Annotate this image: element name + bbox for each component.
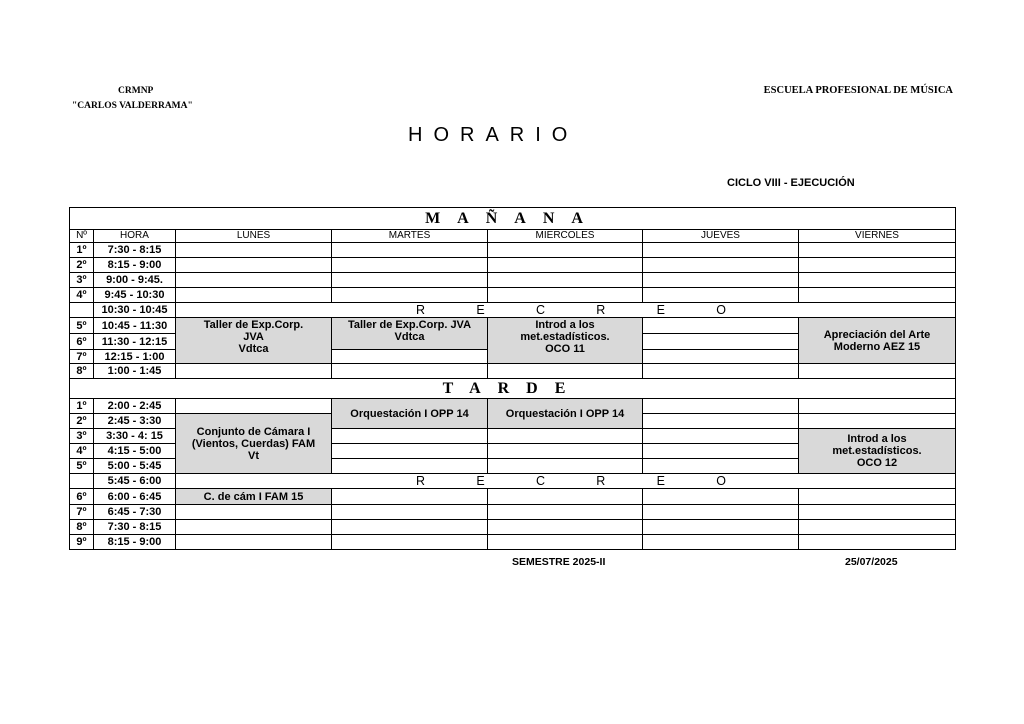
cell-wed (488, 273, 643, 288)
slot-time: 2:00 - 2:45 (94, 399, 176, 414)
cell-mon (176, 505, 332, 520)
cell-tue (332, 243, 488, 258)
slot-number: 3º (70, 273, 94, 288)
recess-row (176, 303, 956, 318)
recess-letter: R (596, 474, 606, 488)
slot-number: 7º (70, 505, 94, 520)
slot-time: 2:45 - 3:30 (94, 414, 176, 429)
cell-thu (643, 459, 799, 474)
cell-fri (799, 258, 956, 273)
cell-thu (643, 288, 799, 303)
course-fri-afternoon: Introd a los met.estadísticos. OCO 12 (799, 429, 956, 474)
cell-tue (332, 444, 488, 459)
col-header: VIERNES (799, 230, 956, 243)
cell-mon (176, 520, 332, 535)
cell-wed (488, 288, 643, 303)
slot-time: 8:15 - 9:00 (94, 535, 176, 550)
cell-wed (488, 489, 643, 505)
cell-thu (643, 505, 799, 520)
recess-letter: O (716, 474, 726, 488)
table-row (70, 535, 956, 550)
table-row (70, 364, 956, 379)
recess-letter: O (716, 303, 726, 317)
table-row (70, 208, 956, 230)
cell-thu (643, 273, 799, 288)
cell-mon (176, 273, 332, 288)
cell-tue (332, 535, 488, 550)
slot-time: 10:45 - 11:30 (94, 318, 176, 334)
slot-time: 4:15 - 5:00 (94, 444, 176, 459)
cell-fri (799, 364, 956, 379)
cell-tue (332, 258, 488, 273)
slot-number (70, 303, 94, 318)
cell-fri (799, 414, 956, 429)
col-header: JUEVES (643, 230, 799, 243)
school-name: ESCUELA PROFESIONAL DE MÚSICA (763, 85, 953, 96)
cell-wed (488, 520, 643, 535)
recess-row (176, 474, 956, 489)
cell-mon (176, 364, 332, 379)
cell-fri (799, 505, 956, 520)
slot-number: 6º (70, 489, 94, 505)
slot-number: 6º (70, 334, 94, 350)
slot-time: 7:30 - 8:15 (94, 520, 176, 535)
table-row (70, 520, 956, 535)
slot-time: 10:30 - 10:45 (94, 303, 176, 318)
cell-tue (332, 459, 488, 474)
cell-tue (332, 505, 488, 520)
recess-letter: R (416, 474, 426, 488)
institution-subtitle: "CARLOS VALDERRAMA" (72, 101, 193, 111)
cell-thu (643, 444, 799, 459)
slot-time: 11:30 - 12:15 (94, 334, 176, 350)
cell-fri (799, 288, 956, 303)
table-row (70, 288, 956, 303)
slot-number: 4º (70, 444, 94, 459)
recess-letter: E (476, 303, 485, 317)
recess-letter: E (656, 303, 665, 317)
cell-mon (176, 258, 332, 273)
cell-tue (332, 273, 488, 288)
slot-time: 3:30 - 4: 15 (94, 429, 176, 444)
cell-thu (643, 364, 799, 379)
cell-wed (488, 258, 643, 273)
course-mon-afternoon: Conjunto de Cámara I (Vientos, Cuerdas) FAM Vt (176, 414, 332, 474)
cell-thu (643, 429, 799, 444)
recess-letter: E (656, 474, 665, 488)
table-row (70, 318, 956, 334)
col-header: LUNES (176, 230, 332, 243)
date-label: 25/07/2025 (845, 556, 898, 568)
col-header: MIERCOLES (488, 230, 643, 243)
slot-time: 1:00 - 1:45 (94, 364, 176, 379)
slot-number: 4º (70, 288, 94, 303)
course-wed-afternoon: Orquestación I OPP 14 (488, 399, 643, 429)
recess-letter: C (535, 474, 545, 488)
cell-thu (643, 535, 799, 550)
slot-number: 7º (70, 350, 94, 364)
cell-mon (176, 243, 332, 258)
slot-time: 7:30 - 8:15 (94, 243, 176, 258)
slot-time: 5:45 - 6:00 (94, 474, 176, 489)
slot-number (70, 474, 94, 489)
course-mon-morning: Taller de Exp.Corp. JVA Vdtca (176, 318, 332, 364)
slot-number: 8º (70, 364, 94, 379)
col-header: Nº (70, 230, 94, 243)
cell-tue (332, 288, 488, 303)
slot-time: 5:00 - 5:45 (94, 459, 176, 474)
cell-thu (643, 399, 799, 414)
slot-time: 6:45 - 7:30 (94, 505, 176, 520)
table-row (70, 243, 956, 258)
cell-wed (488, 505, 643, 520)
cell-fri (799, 489, 956, 505)
recess-label (416, 304, 726, 316)
slot-number: 1º (70, 399, 94, 414)
table-row (70, 505, 956, 520)
cell-wed (488, 459, 643, 474)
cell-wed (488, 243, 643, 258)
cell-wed (488, 444, 643, 459)
table-row (70, 258, 956, 273)
slot-time: 9:00 - 9:45. (94, 273, 176, 288)
cell-thu (643, 243, 799, 258)
cell-thu (643, 258, 799, 273)
table-row (70, 379, 956, 399)
cell-thu (643, 414, 799, 429)
cell-fri (799, 399, 956, 414)
table-row (70, 303, 956, 318)
cell-mon (176, 288, 332, 303)
table-row (70, 399, 956, 414)
cell-wed (488, 364, 643, 379)
slot-number: 3º (70, 429, 94, 444)
cell-tue (332, 429, 488, 444)
slot-number: 9º (70, 535, 94, 550)
cycle-label: CICLO VIII - EJECUCIÓN (727, 177, 855, 189)
col-header: HORA (94, 230, 176, 243)
table-row (70, 273, 956, 288)
course-mon-evening: C. de cám I FAM 15 (176, 489, 332, 505)
table-row (70, 489, 956, 505)
course-wed-morning: Introd a los met.estadísticos. OCO 11 (488, 318, 643, 364)
slot-number: 2º (70, 258, 94, 273)
slot-number: 8º (70, 520, 94, 535)
schedule-table (69, 207, 956, 550)
cell-tue (332, 520, 488, 535)
cell-thu (643, 489, 799, 505)
recess-letter: C (535, 303, 545, 317)
course-fri-morning: Apreciación del Arte Moderno AEZ 15 (799, 318, 956, 364)
cell-tue (332, 364, 488, 379)
cell-thu (643, 350, 799, 364)
cell-tue (332, 350, 488, 364)
slot-time: 12:15 - 1:00 (94, 350, 176, 364)
col-header: MARTES (332, 230, 488, 243)
table-row (70, 474, 956, 489)
section-morning: MAÑANA (70, 208, 956, 230)
section-afternoon: TARDE (70, 379, 956, 399)
cell-fri (799, 243, 956, 258)
cell-fri (799, 273, 956, 288)
cell-wed (488, 429, 643, 444)
recess-label (416, 475, 726, 487)
table-row (70, 230, 956, 243)
slot-number: 5º (70, 318, 94, 334)
recess-letter: R (596, 303, 606, 317)
cell-thu (643, 334, 799, 350)
cell-thu (643, 520, 799, 535)
cell-fri (799, 520, 956, 535)
recess-letter: R (416, 303, 426, 317)
cell-mon (176, 399, 332, 414)
page-title: HORARIO (408, 124, 579, 146)
cell-fri (799, 535, 956, 550)
slot-number: 5º (70, 459, 94, 474)
course-tue-morning: Taller de Exp.Corp. JVA Vdtca (332, 318, 488, 350)
slot-number: 1º (70, 243, 94, 258)
institution-name: CRMNP (118, 86, 154, 96)
cell-wed (488, 535, 643, 550)
slot-number: 2º (70, 414, 94, 429)
slot-time: 9:45 - 10:30 (94, 288, 176, 303)
course-tue-afternoon: Orquestación I OPP 14 (332, 399, 488, 429)
cell-mon (176, 535, 332, 550)
semester-label: SEMESTRE 2025-II (512, 556, 606, 568)
cell-thu (643, 318, 799, 334)
recess-letter: E (476, 474, 485, 488)
slot-time: 6:00 - 6:45 (94, 489, 176, 505)
slot-time: 8:15 - 9:00 (94, 258, 176, 273)
cell-tue (332, 489, 488, 505)
